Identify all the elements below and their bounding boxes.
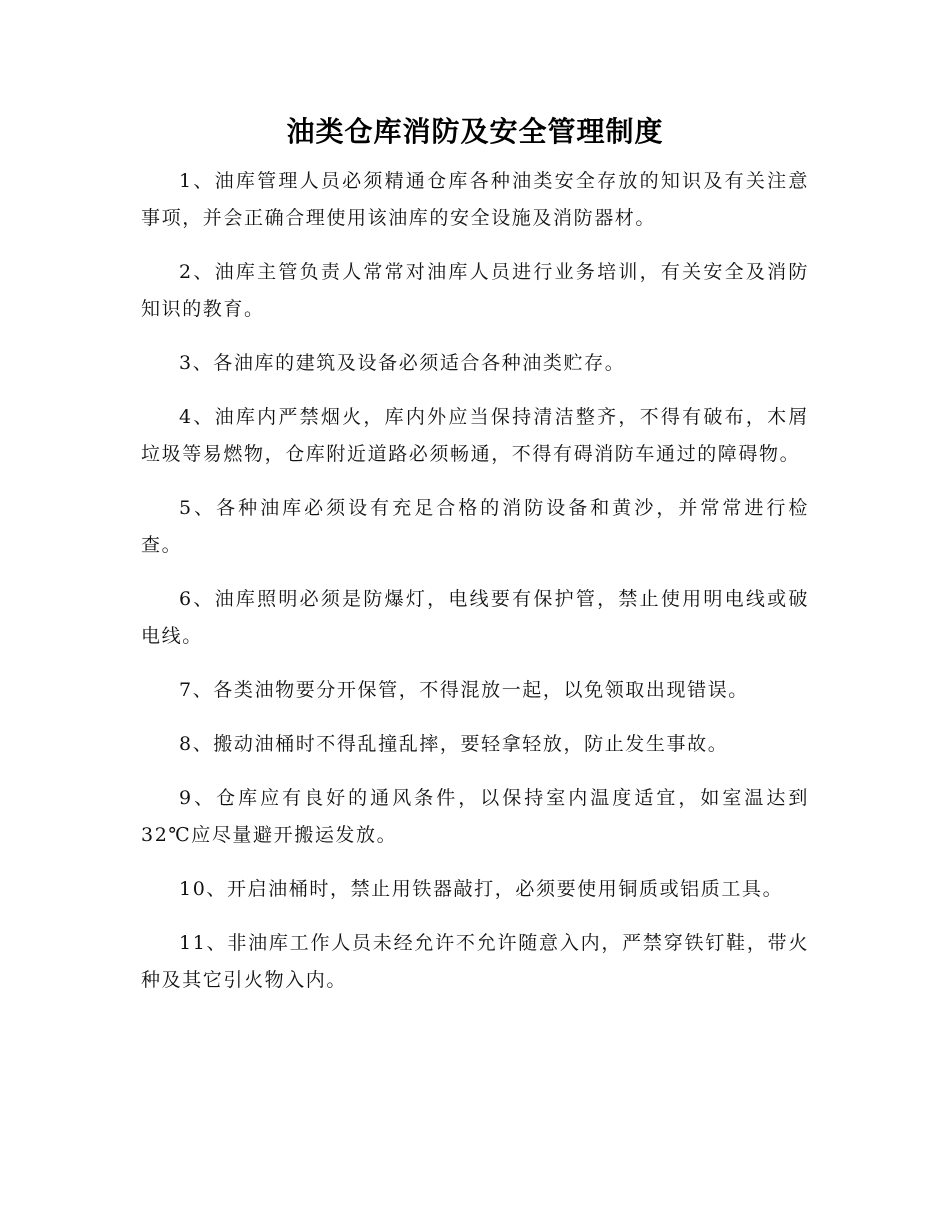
rule-paragraph-4: 4、油库内严禁烟火，库内外应当保持清洁整齐，不得有破布，木屑垃圾等易燃物，仓库附近道路必须畅通，不得有碍消防车通过的障碍物。 <box>141 406 809 465</box>
rule-paragraph-11: 11、非油库工作人员未经允许不允许随意入内，严禁穿铁钉鞋，带火种及其它引火物入内。 <box>141 932 809 991</box>
rule-paragraph-8: 8、搬动油桶时不得乱撞乱摔，要轻拿轻放，防止发生事故。 <box>179 733 729 755</box>
rule-paragraph-5: 5、各种油库必须设有充足合格的消防设备和黄沙，并常常进行检查。 <box>141 497 809 556</box>
rule-paragraph-3: 3、各油库的建筑及设备必须适合各种油类贮存。 <box>179 352 626 374</box>
document-body <box>141 163 809 1016</box>
rule-paragraph-2: 2、油库主管负责人常常对油库人员进行业务培训，有关安全及消防知识的教育。 <box>141 261 809 320</box>
rule-paragraph-9: 9、仓库应有良好的通风条件，以保持室内温度适宜，如室温达到32℃应尽量避开搬运发放。 <box>141 787 809 846</box>
rule-paragraph-7: 7、各类油物要分开保管，不得混放一起，以免领取出现错误。 <box>179 679 749 701</box>
rule-paragraph-10: 10、开启油桶时，禁止用铁器敲打，必须要使用铜质或铝质工具。 <box>179 878 784 900</box>
document-title: 油类仓库消防及安全管理制度 <box>286 115 664 148</box>
rule-paragraph-6: 6、油库照明必须是防爆灯，电线要有保护管，禁止使用明电线或破电线。 <box>141 588 809 647</box>
rule-paragraph-1: 1、油库管理人员必须精通仓库各种油类安全存放的知识及有关注意事项，并会正确合理使用该油库的安全设施及消防器材。 <box>141 170 809 229</box>
